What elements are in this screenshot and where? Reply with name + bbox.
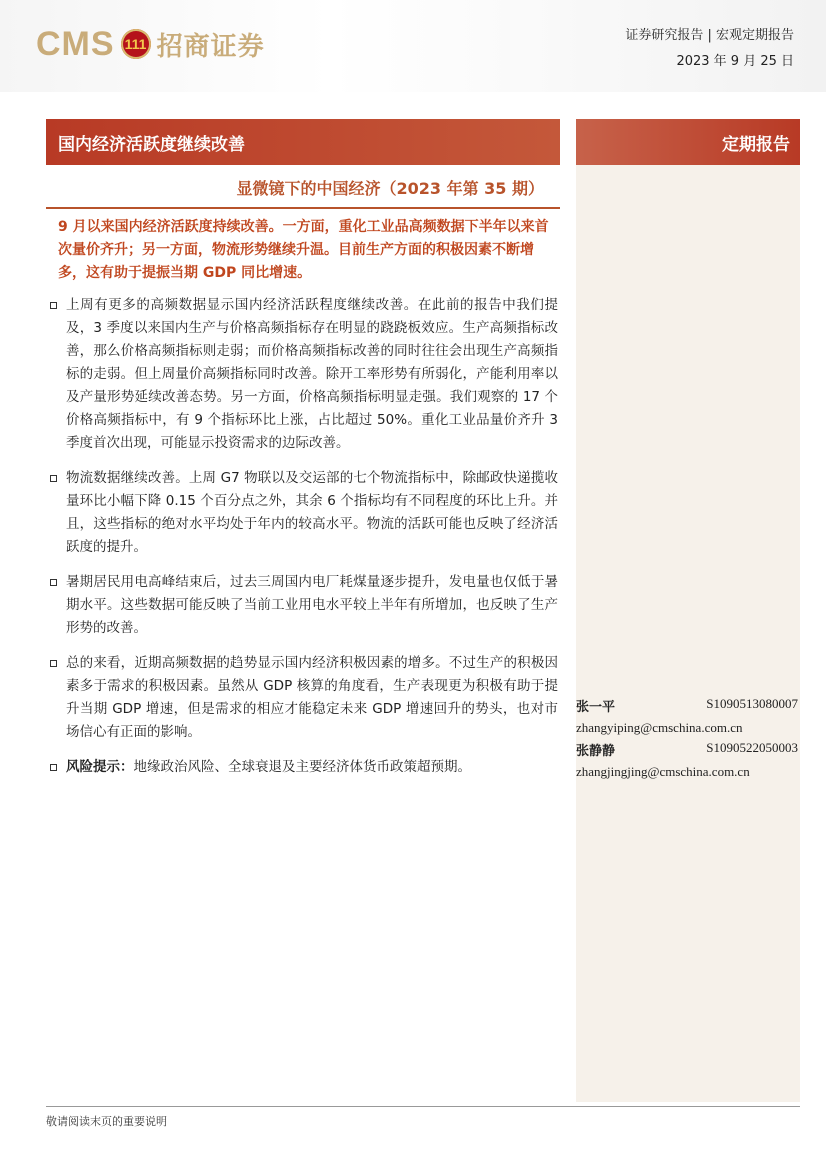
report-category-label: 定期报告	[722, 134, 790, 155]
square-bullet-icon	[50, 660, 57, 667]
square-bullet-icon	[50, 302, 57, 309]
divider	[46, 207, 560, 209]
sidebar-panel	[576, 165, 800, 1102]
analyst-name: 张一平	[576, 700, 616, 715]
list-item	[46, 467, 558, 559]
square-bullet-icon	[50, 475, 57, 482]
risk-item	[46, 756, 558, 779]
report-date: 2023 年 9 月 25 日	[676, 54, 794, 69]
analyst-email[interactable]: zhangjingjing@cmschina.com.cn	[576, 764, 750, 779]
bullet-text: 物流数据继续改善。上周 G7 物联以及交运部的七个物流指标中，除邮政快递揽收量环比小幅下降 0.15 个百分点之外，其余 6 个指标均有不同程度的环比上升。并且，这些指标的绝对水平均处于年内的较高水平。物流的活跃可能也反映了经济活跃度的提升。	[66, 470, 558, 555]
bullet-list	[46, 294, 558, 791]
logo-chinese-name: 招商证券	[156, 31, 265, 62]
page-title: 国内经济活跃度继续改善	[58, 134, 245, 155]
bullet-text: 总的来看，近期高频数据的趋势显示国内经济积极因素的增多。不过生产的积极因素多于需求的积极因素。虽然从 GDP 核算的角度看，生产表现更为积极有助于提升当期 GDP 增速，但是需求的相应才能稳定未来 GDP 增速回升的势头，也对市场信心有正面的影响。	[66, 655, 558, 740]
footer-disclaimer: 敬请阅读末页的重要说明	[46, 1115, 167, 1128]
list-item	[46, 294, 558, 455]
company-logo	[36, 24, 265, 64]
analyst-license-id: S1090513080007	[706, 696, 798, 711]
list-item	[46, 652, 558, 744]
risk-text: 地缘政治风险、全球衰退及主要经济体货币政策超预期。	[133, 759, 471, 775]
side-banner	[576, 119, 800, 165]
square-bullet-icon	[50, 579, 57, 586]
analyst-name: 张静静	[576, 744, 616, 759]
square-bullet-icon	[50, 764, 57, 771]
footer-divider	[46, 1106, 800, 1107]
summary-paragraph: 9 月以来国内经济活跃度持续改善。一方面，重化工业品高频数据下半年以来首次量价齐升；另一方面，物流形势继续升温。目前生产方面的积极因素不断增多，这有助于提振当期 GDP 同比增速。	[58, 219, 549, 281]
analyst-email[interactable]: zhangyiping@cmschina.com.cn	[576, 720, 743, 735]
page-subtitle: 显微镜下的中国经济（2023 年第 35 期）	[236, 179, 544, 198]
report-type: 证券研究报告 | 宏观定期报告	[625, 28, 794, 43]
list-item	[46, 571, 558, 640]
title-banner	[46, 119, 560, 165]
bullet-text: 暑期居民用电高峰结束后，过去三周国内电厂耗煤量逐步提升，发电量也仅低于暑期水平。这些数据可能反映了当前工业用电水平较上半年有所增加，也反映了生产形势的改善。	[66, 574, 558, 636]
risk-label: 风险提示：	[66, 759, 134, 775]
logo-cms-text: CMS	[36, 24, 115, 63]
logo-emblem-icon: 111	[121, 29, 151, 59]
analyst-1	[576, 696, 800, 736]
analyst-2	[576, 740, 800, 780]
analyst-license-id: S1090522050003	[706, 740, 798, 755]
bullet-text: 上周有更多的高频数据显示国内经济活跃程度继续改善。在此前的报告中我们提及，3 季度以来国内生产与价格高频指标存在明显的跷跷板效应。生产高频指标改善，那么价格高频指标则走弱；而价格高频指标改善的同时往往会出现生产高频指标的走弱。但上周量价高频指标同时改善。除开工率形势有所弱化，产能利用率以及产量形势延续改善态势。另一方面，价格高频指标明显走强。我们观察的 17 个价格高频指标中，有 9 个指标环比上涨，占比超过 50%。重化工业品量价齐升 3 季度首次出现，可能显示投资需求的边际改善。	[66, 297, 558, 451]
